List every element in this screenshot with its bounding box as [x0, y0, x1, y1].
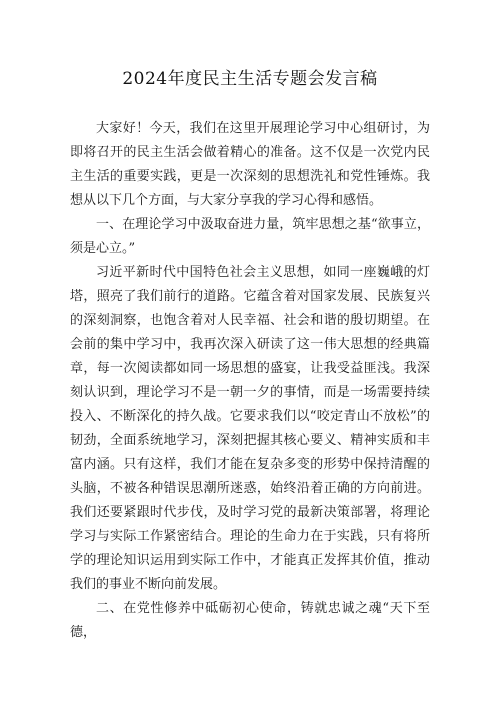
- paragraph-theory-study: 习近平新时代中国特色社会主义思想，如同一座巍峨的灯塔，照亮了我们前行的道路。它蕴含着对国家发展、民族复兴的深刻洞察，也饱含着对人民幸福、社会和谐的殷切期望。在会前的集中学习中，我再次深入研读了这一伟大思想的经典篇章，每一次阅读都如同一场思想的盛宴，让我受益匪浅。我深刻认识到，理论学习不是一朝一夕的事情，而是一场需要持续投入、不断深化的持久战。它要求我们以“咬定青山不放松”的韧劲，全面系统地学习，深刻把握其核心要义、精神实质和丰富内涵。只有这样，我们才能在复杂多变的形势中保持清醒的头脑，不被各种错误思潮所迷惑，始终沿着正确的方向前进。我们还要紧跟时代步伐，及时学习党的最新决策部署，将理论学习与实际工作紧密结合。理论的生命力在于实践，只有将所学的理论知识运用到实际工作中，才能真正发挥其价值，推动我们的事业不断向前发展。: [70, 265, 430, 592]
- section-heading-one: 一、在理论学习中汲取奋进力量，筑牢思想之基“欲事立，须是心立。”: [70, 217, 430, 256]
- document-body: [70, 117, 430, 645]
- paragraph-greeting: 大家好！今天，我们在这里开展理论学习中心组研讨，为即将召开的民主生活会做着精心的准备。这不仅是一次党内民主生活的重要实践，更是一次深刻的思想洗礼和党性锤炼。我想从以下几个方面，与大家分享我的学习心得和感悟。: [70, 121, 430, 208]
- document-title: 2024年度民主生活专题会发言稿: [122, 69, 378, 89]
- section-heading-two: 二、在党性修养中砥砺初心使命，铸就忠诚之魂“天下至德，: [70, 601, 430, 640]
